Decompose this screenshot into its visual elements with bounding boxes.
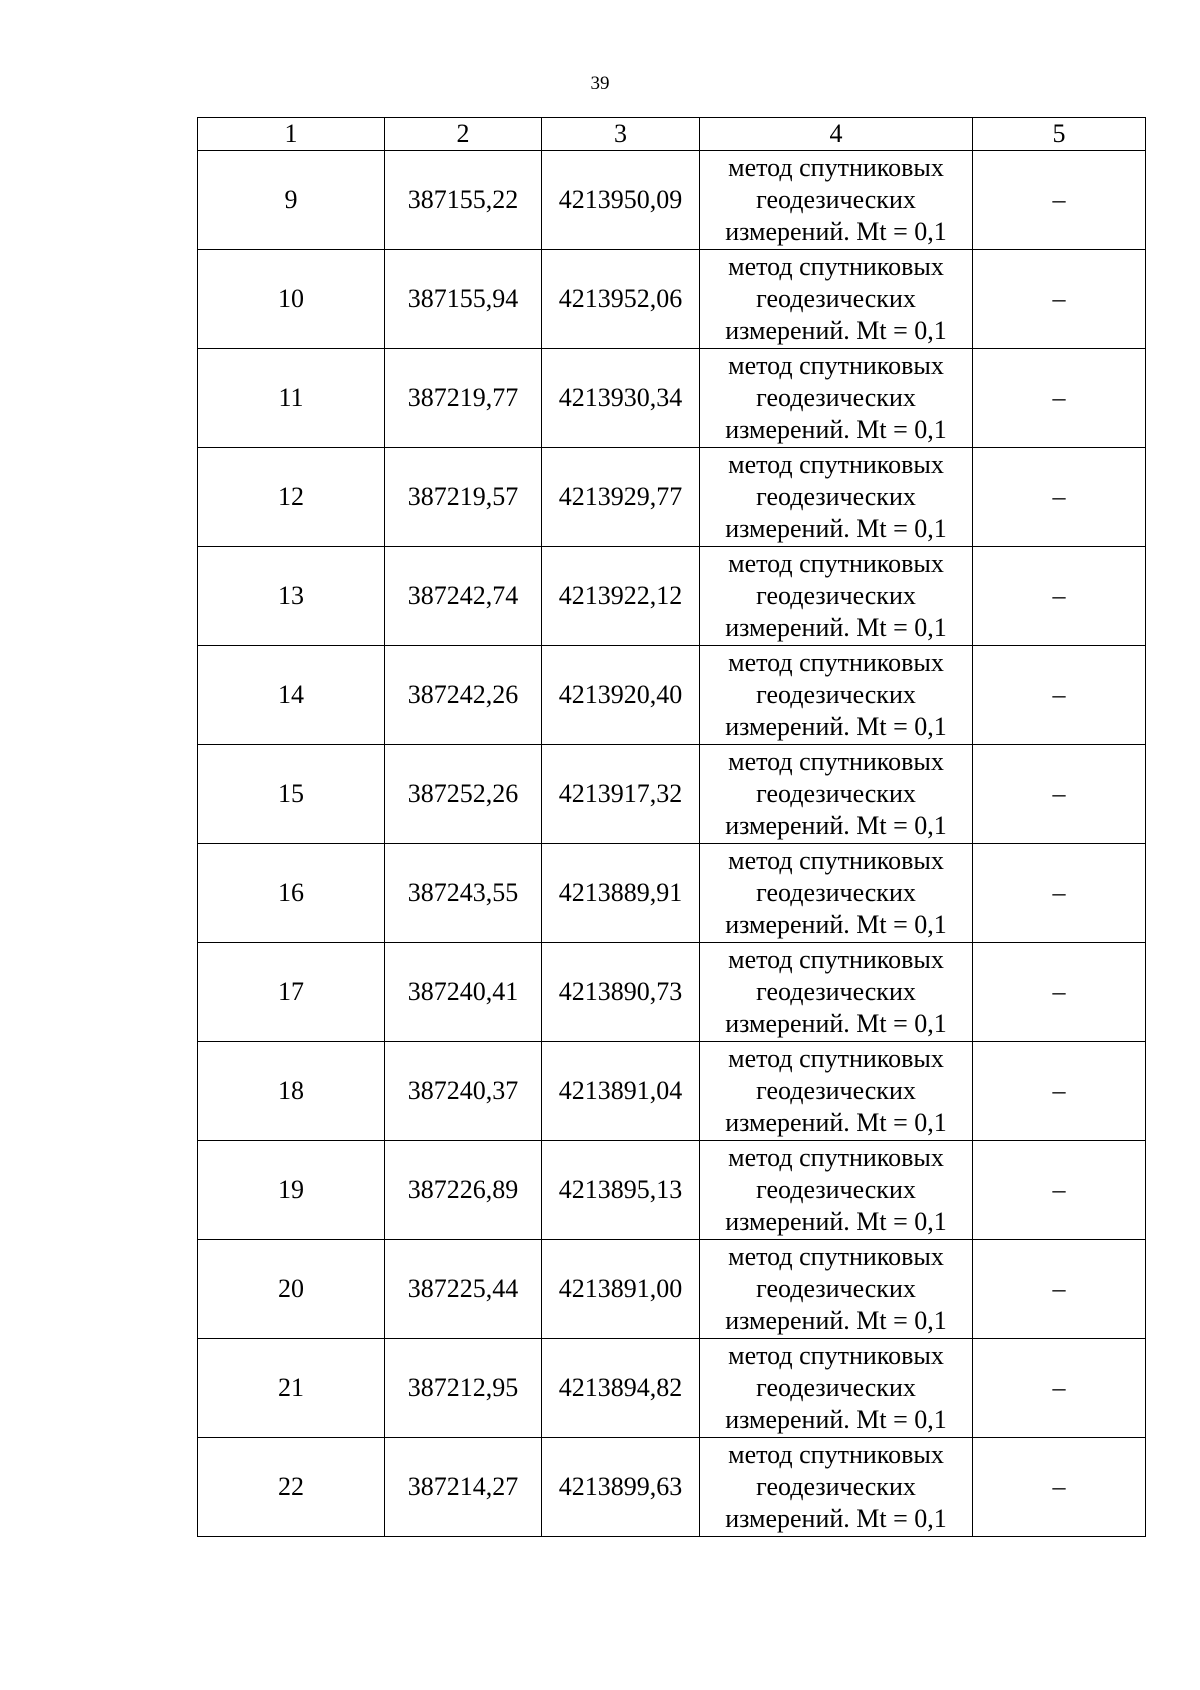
method-line-3: измерений. Mt = 0,1 <box>725 217 947 246</box>
method-line-3: измерений. Mt = 0,1 <box>725 1108 947 1137</box>
x-coordinate-cell: 387240,37 <box>385 1042 542 1141</box>
table-row <box>198 1339 1146 1438</box>
method-line-3: измерений. Mt = 0,1 <box>725 1009 947 1038</box>
y-coordinate-cell: 4213922,12 <box>542 547 700 646</box>
method-line-2: геодезических <box>756 878 916 907</box>
method-line-3: измерений. Mt = 0,1 <box>725 415 947 444</box>
table-row <box>198 547 1146 646</box>
note-cell: – <box>973 250 1146 349</box>
note-cell: – <box>973 547 1146 646</box>
point-number-cell: 19 <box>198 1141 385 1240</box>
header-col-2: 2 <box>385 118 542 151</box>
y-coordinate-cell: 4213895,13 <box>542 1141 700 1240</box>
table-row <box>198 646 1146 745</box>
note-cell: – <box>973 1339 1146 1438</box>
method-line-2: геодезических <box>756 185 916 214</box>
point-number-cell: 9 <box>198 151 385 250</box>
method-line-2: геодезических <box>756 779 916 808</box>
table-row <box>198 349 1146 448</box>
method-line-3: измерений. Mt = 0,1 <box>725 712 947 741</box>
method-line-1: метод спутниковых <box>728 450 944 479</box>
point-number-cell: 21 <box>198 1339 385 1438</box>
header-col-3: 3 <box>542 118 700 151</box>
method-line-2: геодезических <box>756 383 916 412</box>
method-line-3: измерений. Mt = 0,1 <box>725 1207 947 1236</box>
method-line-1: метод спутниковых <box>728 252 944 281</box>
table-row <box>198 1240 1146 1339</box>
method-line-3: измерений. Mt = 0,1 <box>725 1504 947 1533</box>
method-line-2: геодезических <box>756 1076 916 1105</box>
y-coordinate-cell: 4213929,77 <box>542 448 700 547</box>
method-line-2: геодезических <box>756 680 916 709</box>
point-number-cell: 14 <box>198 646 385 745</box>
method-line-1: метод спутниковых <box>728 1242 944 1271</box>
x-coordinate-cell: 387240,41 <box>385 943 542 1042</box>
table-row <box>198 745 1146 844</box>
x-coordinate-cell: 387243,55 <box>385 844 542 943</box>
method-line-1: метод спутниковых <box>728 1341 944 1370</box>
method-cell <box>700 1042 973 1141</box>
method-line-1: метод спутниковых <box>728 549 944 578</box>
method-line-1: метод спутниковых <box>728 153 944 182</box>
header-col-4: 4 <box>700 118 973 151</box>
point-number-cell: 16 <box>198 844 385 943</box>
point-number-cell: 20 <box>198 1240 385 1339</box>
method-cell <box>700 151 973 250</box>
method-line-3: измерений. Mt = 0,1 <box>725 514 947 543</box>
method-line-3: измерений. Mt = 0,1 <box>725 613 947 642</box>
x-coordinate-cell: 387252,26 <box>385 745 542 844</box>
table-row <box>198 1141 1146 1240</box>
table-row <box>198 151 1146 250</box>
method-line-3: измерений. Mt = 0,1 <box>725 1306 947 1335</box>
method-cell <box>700 745 973 844</box>
method-cell <box>700 943 973 1042</box>
note-cell: – <box>973 448 1146 547</box>
method-cell <box>700 547 973 646</box>
x-coordinate-cell: 387155,22 <box>385 151 542 250</box>
method-line-1: метод спутниковых <box>728 846 944 875</box>
x-coordinate-cell: 387242,74 <box>385 547 542 646</box>
note-cell: – <box>973 1438 1146 1537</box>
method-cell <box>700 844 973 943</box>
table-header <box>198 118 1146 151</box>
method-line-3: измерений. Mt = 0,1 <box>725 316 947 345</box>
page-number: 39 <box>590 73 610 94</box>
y-coordinate-cell: 4213889,91 <box>542 844 700 943</box>
header-col-5: 5 <box>973 118 1146 151</box>
point-number-cell: 11 <box>198 349 385 448</box>
x-coordinate-cell: 387219,77 <box>385 349 542 448</box>
method-line-1: метод спутниковых <box>728 1044 944 1073</box>
method-cell <box>700 1438 973 1537</box>
y-coordinate-cell: 4213930,34 <box>542 349 700 448</box>
table-row <box>198 844 1146 943</box>
point-number-cell: 12 <box>198 448 385 547</box>
table-body <box>198 151 1146 1537</box>
method-line-2: геодезических <box>756 581 916 610</box>
method-line-3: измерений. Mt = 0,1 <box>725 1405 947 1434</box>
y-coordinate-cell: 4213950,09 <box>542 151 700 250</box>
note-cell: – <box>973 943 1146 1042</box>
note-cell: – <box>973 844 1146 943</box>
method-line-2: геодезических <box>756 284 916 313</box>
point-number-cell: 15 <box>198 745 385 844</box>
table-row <box>198 448 1146 547</box>
method-cell <box>700 1339 973 1438</box>
table-row <box>198 250 1146 349</box>
coordinates-table <box>197 117 1146 1537</box>
header-col-1: 1 <box>198 118 385 151</box>
method-line-1: метод спутниковых <box>728 945 944 974</box>
y-coordinate-cell: 4213894,82 <box>542 1339 700 1438</box>
note-cell: – <box>973 1141 1146 1240</box>
method-line-2: геодезических <box>756 1274 916 1303</box>
y-coordinate-cell: 4213890,73 <box>542 943 700 1042</box>
table-row <box>198 1042 1146 1141</box>
note-cell: – <box>973 1240 1146 1339</box>
note-cell: – <box>973 1042 1146 1141</box>
y-coordinate-cell: 4213899,63 <box>542 1438 700 1537</box>
y-coordinate-cell: 4213891,04 <box>542 1042 700 1141</box>
x-coordinate-cell: 387214,27 <box>385 1438 542 1537</box>
y-coordinate-cell: 4213891,00 <box>542 1240 700 1339</box>
y-coordinate-cell: 4213920,40 <box>542 646 700 745</box>
point-number-cell: 13 <box>198 547 385 646</box>
note-cell: – <box>973 745 1146 844</box>
x-coordinate-cell: 387219,57 <box>385 448 542 547</box>
method-cell <box>700 1240 973 1339</box>
method-cell <box>700 646 973 745</box>
method-cell <box>700 1141 973 1240</box>
method-line-2: геодезических <box>756 482 916 511</box>
y-coordinate-cell: 4213917,32 <box>542 745 700 844</box>
point-number-cell: 10 <box>198 250 385 349</box>
method-line-2: геодезических <box>756 1472 916 1501</box>
x-coordinate-cell: 387242,26 <box>385 646 542 745</box>
note-cell: – <box>973 349 1146 448</box>
y-coordinate-cell: 4213952,06 <box>542 250 700 349</box>
point-number-cell: 18 <box>198 1042 385 1141</box>
method-cell <box>700 448 973 547</box>
header-row <box>198 118 1146 151</box>
table-row <box>198 943 1146 1042</box>
method-line-1: метод спутниковых <box>728 1143 944 1172</box>
point-number-cell: 22 <box>198 1438 385 1537</box>
method-line-2: геодезических <box>756 1373 916 1402</box>
method-cell <box>700 250 973 349</box>
method-line-1: метод спутниковых <box>728 351 944 380</box>
method-line-3: измерений. Mt = 0,1 <box>725 811 947 840</box>
note-cell: – <box>973 646 1146 745</box>
x-coordinate-cell: 387212,95 <box>385 1339 542 1438</box>
method-cell <box>700 349 973 448</box>
note-cell: – <box>973 151 1146 250</box>
method-line-2: геодезических <box>756 977 916 1006</box>
x-coordinate-cell: 387225,44 <box>385 1240 542 1339</box>
x-coordinate-cell: 387226,89 <box>385 1141 542 1240</box>
method-line-2: геодезических <box>756 1175 916 1204</box>
method-line-1: метод спутниковых <box>728 1440 944 1469</box>
method-line-1: метод спутниковых <box>728 648 944 677</box>
method-line-3: измерений. Mt = 0,1 <box>725 910 947 939</box>
method-line-1: метод спутниковых <box>728 747 944 776</box>
table-row <box>198 1438 1146 1537</box>
x-coordinate-cell: 387155,94 <box>385 250 542 349</box>
point-number-cell: 17 <box>198 943 385 1042</box>
